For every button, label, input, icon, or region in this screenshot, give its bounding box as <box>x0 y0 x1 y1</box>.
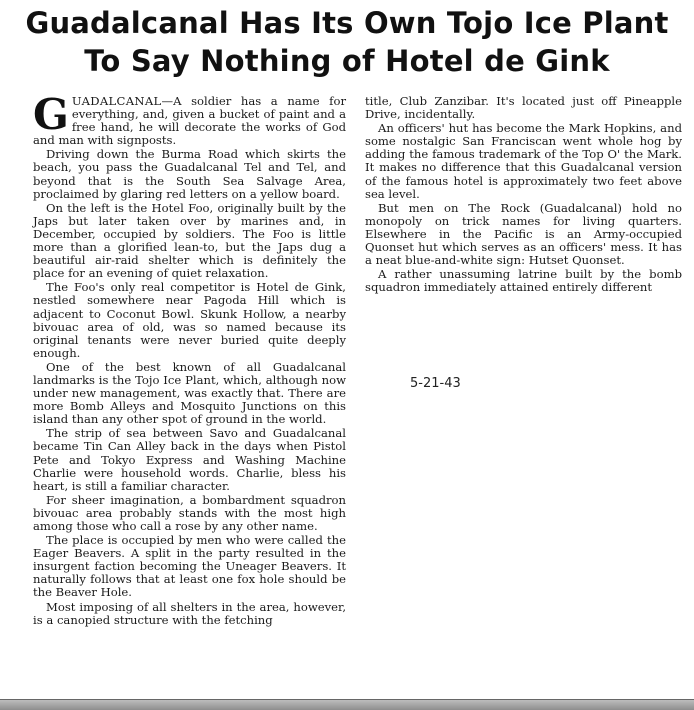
headline <box>10 4 684 80</box>
paragraph: The Foo's only real competitor is Hotel de Gink, nestled somewhere near Pagoda Hill which is adjacent to Coconut Bowl. Skunk Hollow, a nearby bivouac area of old, was so named because its original tenants were never buried quite deeply enough. <box>33 280 346 360</box>
paragraph: The strip of sea between Savo and Guadalcanal became Tin Can Alley back in the days when Pistol Pete and Tokyo Express and Washing Machine Charlie were household words. Charlie, bless his heart, is still a familiar character. <box>33 426 346 493</box>
paragraph: One of the best known of all Guadalcanal landmarks is the Tojo Ice Plant, which, although now under new management, was exactly that. There are more Bomb Alleys and Mosquito Junctions on this island than any other spot of ground in the world. <box>33 359 346 427</box>
headline-line-2: To Say Nothing of Hotel de Gink <box>84 44 610 78</box>
lead-paragraph <box>33 90 346 148</box>
paragraph: Driving down the Burma Road which skirts the beach, you pass the Guadalcanal Tel and Tel, and beyond that is the South Sea Salvage Area, proclaimed by glaring red letters on a yellow board. <box>33 147 346 201</box>
paragraph-text: —A soldier has a name for everything, and, given a bucket of paint and a free hand, he will decorate the works of God and man with signposts. <box>33 94 346 148</box>
dateline: UADALCANAL <box>71 94 162 108</box>
paragraph: On the left is the Hotel Foo, originally built by the Japs but later taken over by marines and, in December, occupied by soldiers. The Foo is little more than a glorified lean-to, but the Japs dug a beautiful air-raid shelter which is definitely the place for an evening of quiet relaxation. <box>33 200 346 281</box>
paragraph: The place is occupied by men who were called the Eager Beavers. A split in the party resulted in the insurgent faction becoming the Uneager Beavers. It naturally follows that at least one fox hole should be the Beaver Hole. <box>33 533 346 600</box>
paragraph: But men on The Rock (Guadalcanal) hold no monopoly on trick names for living quarters. Elsewhere in the Pacific is an Army-occupied Quonset hut which serves as an officers' mess. It has a neat blue-and-white sign: Hutset Quonset. <box>365 200 682 268</box>
paragraph: Most imposing of all shelters in the area, however, is a canopied structure with the fetching <box>33 599 346 627</box>
article-column-1 <box>33 90 346 628</box>
drop-cap: G <box>33 90 69 139</box>
paragraph: For sheer imagination, a bombardment squadron bivouac area probably stands with the most high among those who call a rose by any other name. <box>33 492 346 533</box>
paragraph: title, Club Zanzibar. It's located just off Pineapple Drive, incidentally. <box>365 94 682 122</box>
article-column-2 <box>365 95 682 295</box>
handwritten-date: 5-21-43 <box>410 376 461 391</box>
paragraph: A rather unassuming latrine built by the bomb squadron immediately attained entirely different <box>365 267 682 295</box>
paragraph: An officers' hut has become the Mark Hopkins, and some nostalgic San Franciscan went whole hog by adding the famous trademark of the Top O' the Mark. It makes no difference that this Guadalcanal version of the famous hotel is approximately two feet above sea level. <box>365 121 682 201</box>
headline-line-1: Guadalcanal Has Its Own Tojo Ice Plant <box>25 6 669 40</box>
bottom-edge-bar <box>0 699 694 710</box>
